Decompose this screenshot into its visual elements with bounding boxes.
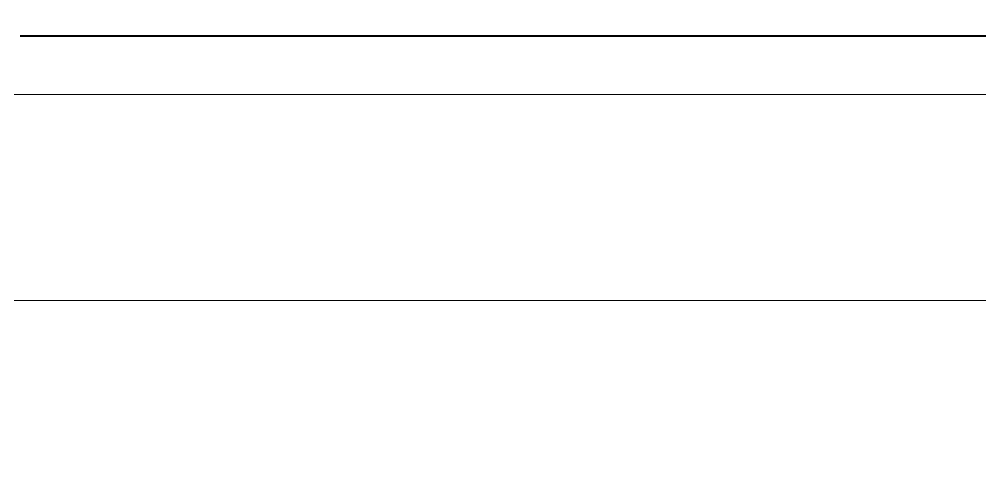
- labor-header-rule: [14, 300, 986, 301]
- total-bar: [20, 9, 986, 37]
- materials-header-rule: [14, 94, 986, 95]
